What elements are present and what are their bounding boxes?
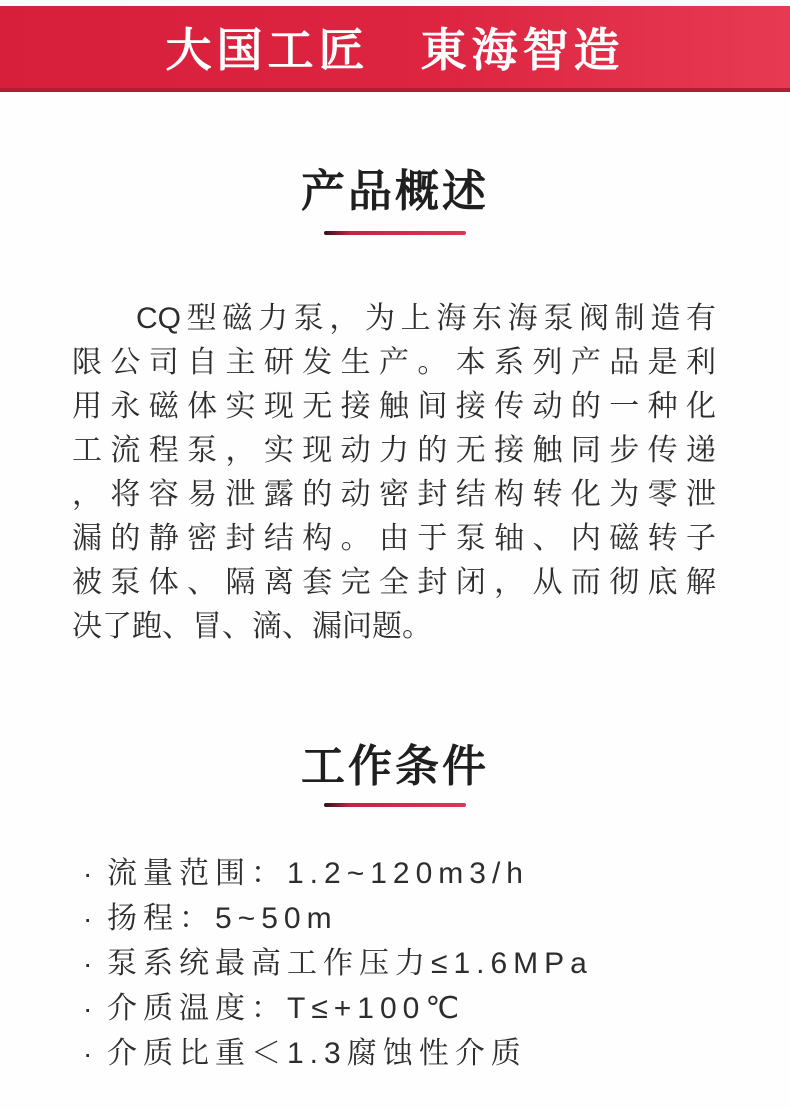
banner-title: 大国工匠 東海智造	[165, 24, 625, 76]
brand-banner	[0, 6, 790, 92]
conditions-title-underline	[324, 803, 466, 807]
condition-item	[83, 941, 730, 986]
overview-paragraph	[72, 297, 716, 649]
overview-text-line: ，将容易泄露的动密封结构转化为零泄	[72, 478, 716, 511]
bullet-dot: ·	[83, 858, 99, 889]
overview-text-line: 限公司自主研发生产。本系列产品是利	[72, 346, 716, 379]
condition-item	[83, 986, 730, 1031]
overview-text-line: 决了跑、冒、滴、漏问题。	[72, 610, 432, 643]
condition-text: 流量范围：1.2~120m3/h	[107, 857, 529, 890]
condition-text: 介质温度：T≤+100℃	[107, 992, 466, 1025]
overview-text-line: 用永磁体实现无接触间接传动的一种化	[72, 390, 716, 423]
condition-text: 扬程：5~50m	[107, 902, 338, 935]
condition-item	[83, 896, 730, 941]
bullet-dot: ·	[83, 948, 99, 979]
bullet-dot: ·	[83, 1038, 99, 1069]
condition-item	[83, 851, 730, 896]
overview-text-line: CQ型磁力泵，为上海东海泵阀制造有	[136, 302, 716, 335]
overview-title-underline	[324, 231, 466, 235]
conditions-list	[83, 851, 730, 1076]
condition-text: 泵系统最高工作压力≤1.6MPa	[107, 947, 593, 980]
section-title-conditions: 工作条件	[301, 742, 489, 791]
overview-text-line: 漏的静密封结构。由于泵轴、内磁转子	[72, 522, 716, 555]
overview-text-line: 被泵体、隔离套完全封闭，从而彻底解	[72, 566, 716, 599]
section-title-overview: 产品概述	[301, 167, 489, 216]
bullet-dot: ·	[83, 993, 99, 1024]
bullet-dot: ·	[83, 903, 99, 934]
condition-text: 介质比重＜1.3腐蚀性介质	[107, 1037, 527, 1070]
overview-text-line: 工流程泵，实现动力的无接触同步传递	[72, 434, 716, 467]
condition-item	[83, 1031, 730, 1076]
